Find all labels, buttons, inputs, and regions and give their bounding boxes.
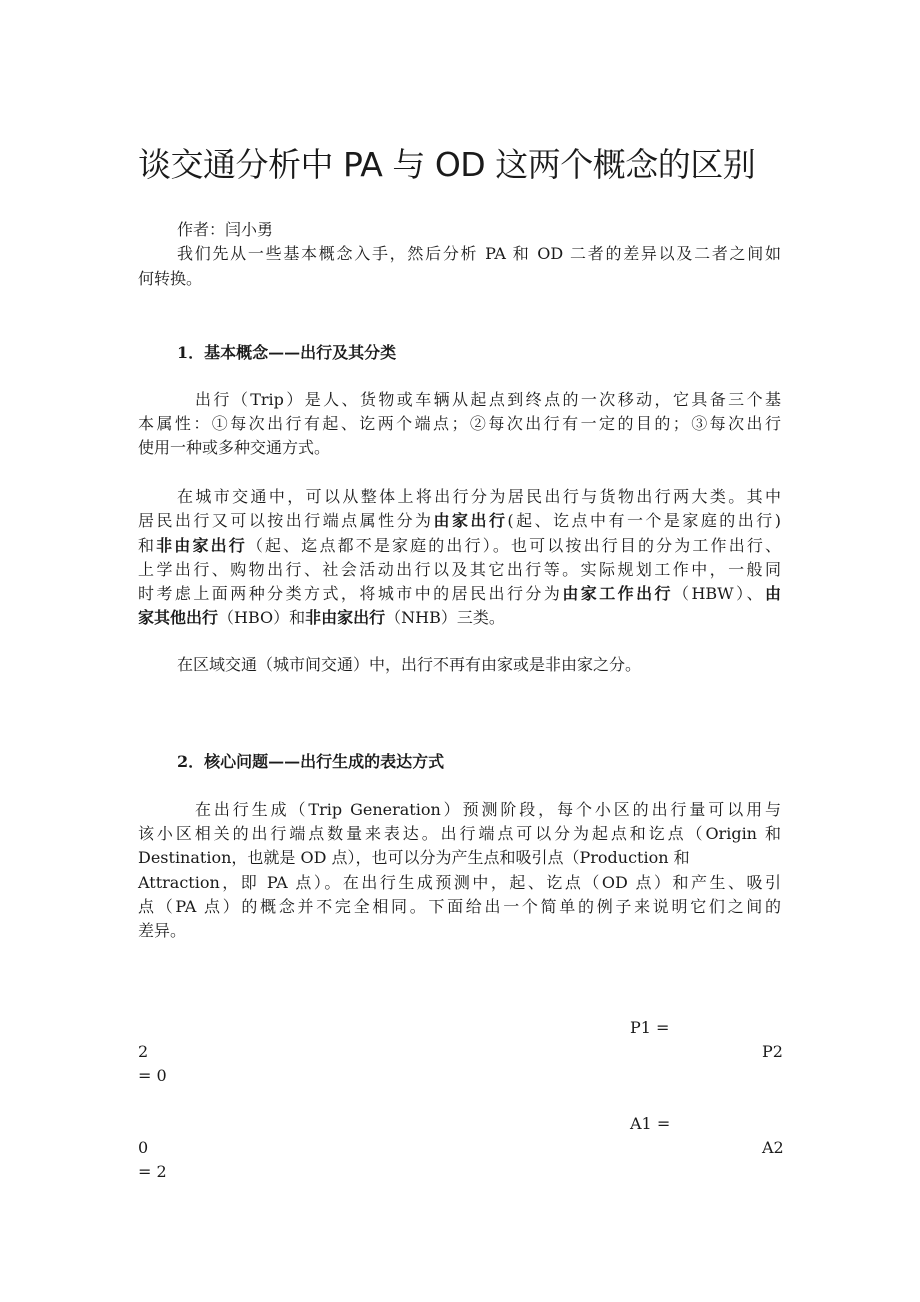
p2-label: P2 <box>762 1042 783 1061</box>
term-home-based-trip: 由家出行 <box>433 511 508 530</box>
text-span: （NHB）三类。 <box>385 608 505 627</box>
section-2-heading: 2．核心问题——出行生成的表达方式 <box>177 752 445 771</box>
author-line: 作者：闫小勇 <box>177 220 274 239</box>
s2-p1-line-3: Destination，也就是 OD 点），也可以分为产生点和吸引点（Production 和 <box>138 848 690 867</box>
a1-value: 0 <box>138 1138 149 1157</box>
document-title: 谈交通分析中 PA 与 OD 这两个概念的区别 <box>138 145 756 184</box>
s1-p1-line-2: 本属性：①每次出行有起、讫两个端点；②每次出行有一定的目的；③每次出行 <box>138 414 781 433</box>
a2-label: A2 <box>762 1138 784 1157</box>
s2-p1-line-6: 差异。 <box>138 921 187 940</box>
p1-value: 2 <box>138 1042 149 1061</box>
term-hbw: 由家工作出行 <box>562 584 674 603</box>
s1-p2-line-2 <box>138 509 781 533</box>
text-span: 和 <box>138 536 157 555</box>
term-non-home-based-trip: 非由家出行 <box>156 536 247 555</box>
text-span: （起、迄点都不是家庭的出行）。也可以按出行目的分为工作出行、 <box>246 536 781 555</box>
term-hbo: 家其他出行 <box>138 608 219 627</box>
a2-value: = 2 <box>138 1162 167 1181</box>
s1-p1-line-1: 出行（Trip）是人、货物或车辆从起点到终点的一次移动，它具备三个基 <box>195 390 781 409</box>
p1-label: P1 = <box>630 1018 670 1037</box>
section-1-heading: 1．基本概念——出行及其分类 <box>177 343 397 362</box>
s2-p1-line-1: 在出行生成（Trip Generation）预测阶段，每个小区的出行量可以用与 <box>195 800 781 819</box>
s1-p1-line-3: 使用一种或多种交通方式。 <box>138 438 331 457</box>
text-span: （HBW）、 <box>673 584 765 603</box>
term-nhb: 非由家出行 <box>305 608 386 627</box>
text-span: （HBO）和 <box>218 608 306 627</box>
s1-p3: 在区域交通（城市间交通）中，出行不再有由家或是非由家之分。 <box>177 655 642 674</box>
text-span: (起、讫点中有一个是家庭的出行) <box>507 511 781 530</box>
s1-p2-line-4: 上学出行、购物出行、社会活动出行以及其它出行等。实际规划工作中，一般同 <box>138 560 781 579</box>
intro-line-2: 何转换。 <box>138 269 203 288</box>
s1-p2-line-6 <box>138 606 505 630</box>
text-span: 时考虑上面两种分类方式，将城市中的居民出行分为 <box>138 584 563 603</box>
a1-label: A1 = <box>630 1114 671 1133</box>
term-hbo-start: 由 <box>764 584 781 603</box>
text-span: 居民出行又可以按出行端点属性分为 <box>138 511 434 530</box>
intro-line-1: 我们先从一些基本概念入手，然后分析 PA 和 OD 二者的差异以及二者之间如 <box>177 244 781 263</box>
p2-value: = 0 <box>138 1066 167 1085</box>
s1-p2-line-5 <box>138 582 781 606</box>
s2-p1-line-4: Attraction，即 PA 点）。在出行生成预测中，起、讫点（OD 点）和产生、吸引 <box>138 873 781 892</box>
s2-p1-line-5: 点（PA 点）的概念并不完全相同。下面给出一个简单的例子来说明它们之间的 <box>138 897 781 916</box>
s1-p2-line-3 <box>138 534 781 558</box>
s1-p2-line-1: 在城市交通中，可以从整体上将出行分为居民出行与货物出行两大类。其中 <box>177 487 781 506</box>
s2-p1-line-2: 该小区相关的出行端点数量来表达。出行端点可以分为起点和讫点（Origin 和 <box>138 824 781 843</box>
